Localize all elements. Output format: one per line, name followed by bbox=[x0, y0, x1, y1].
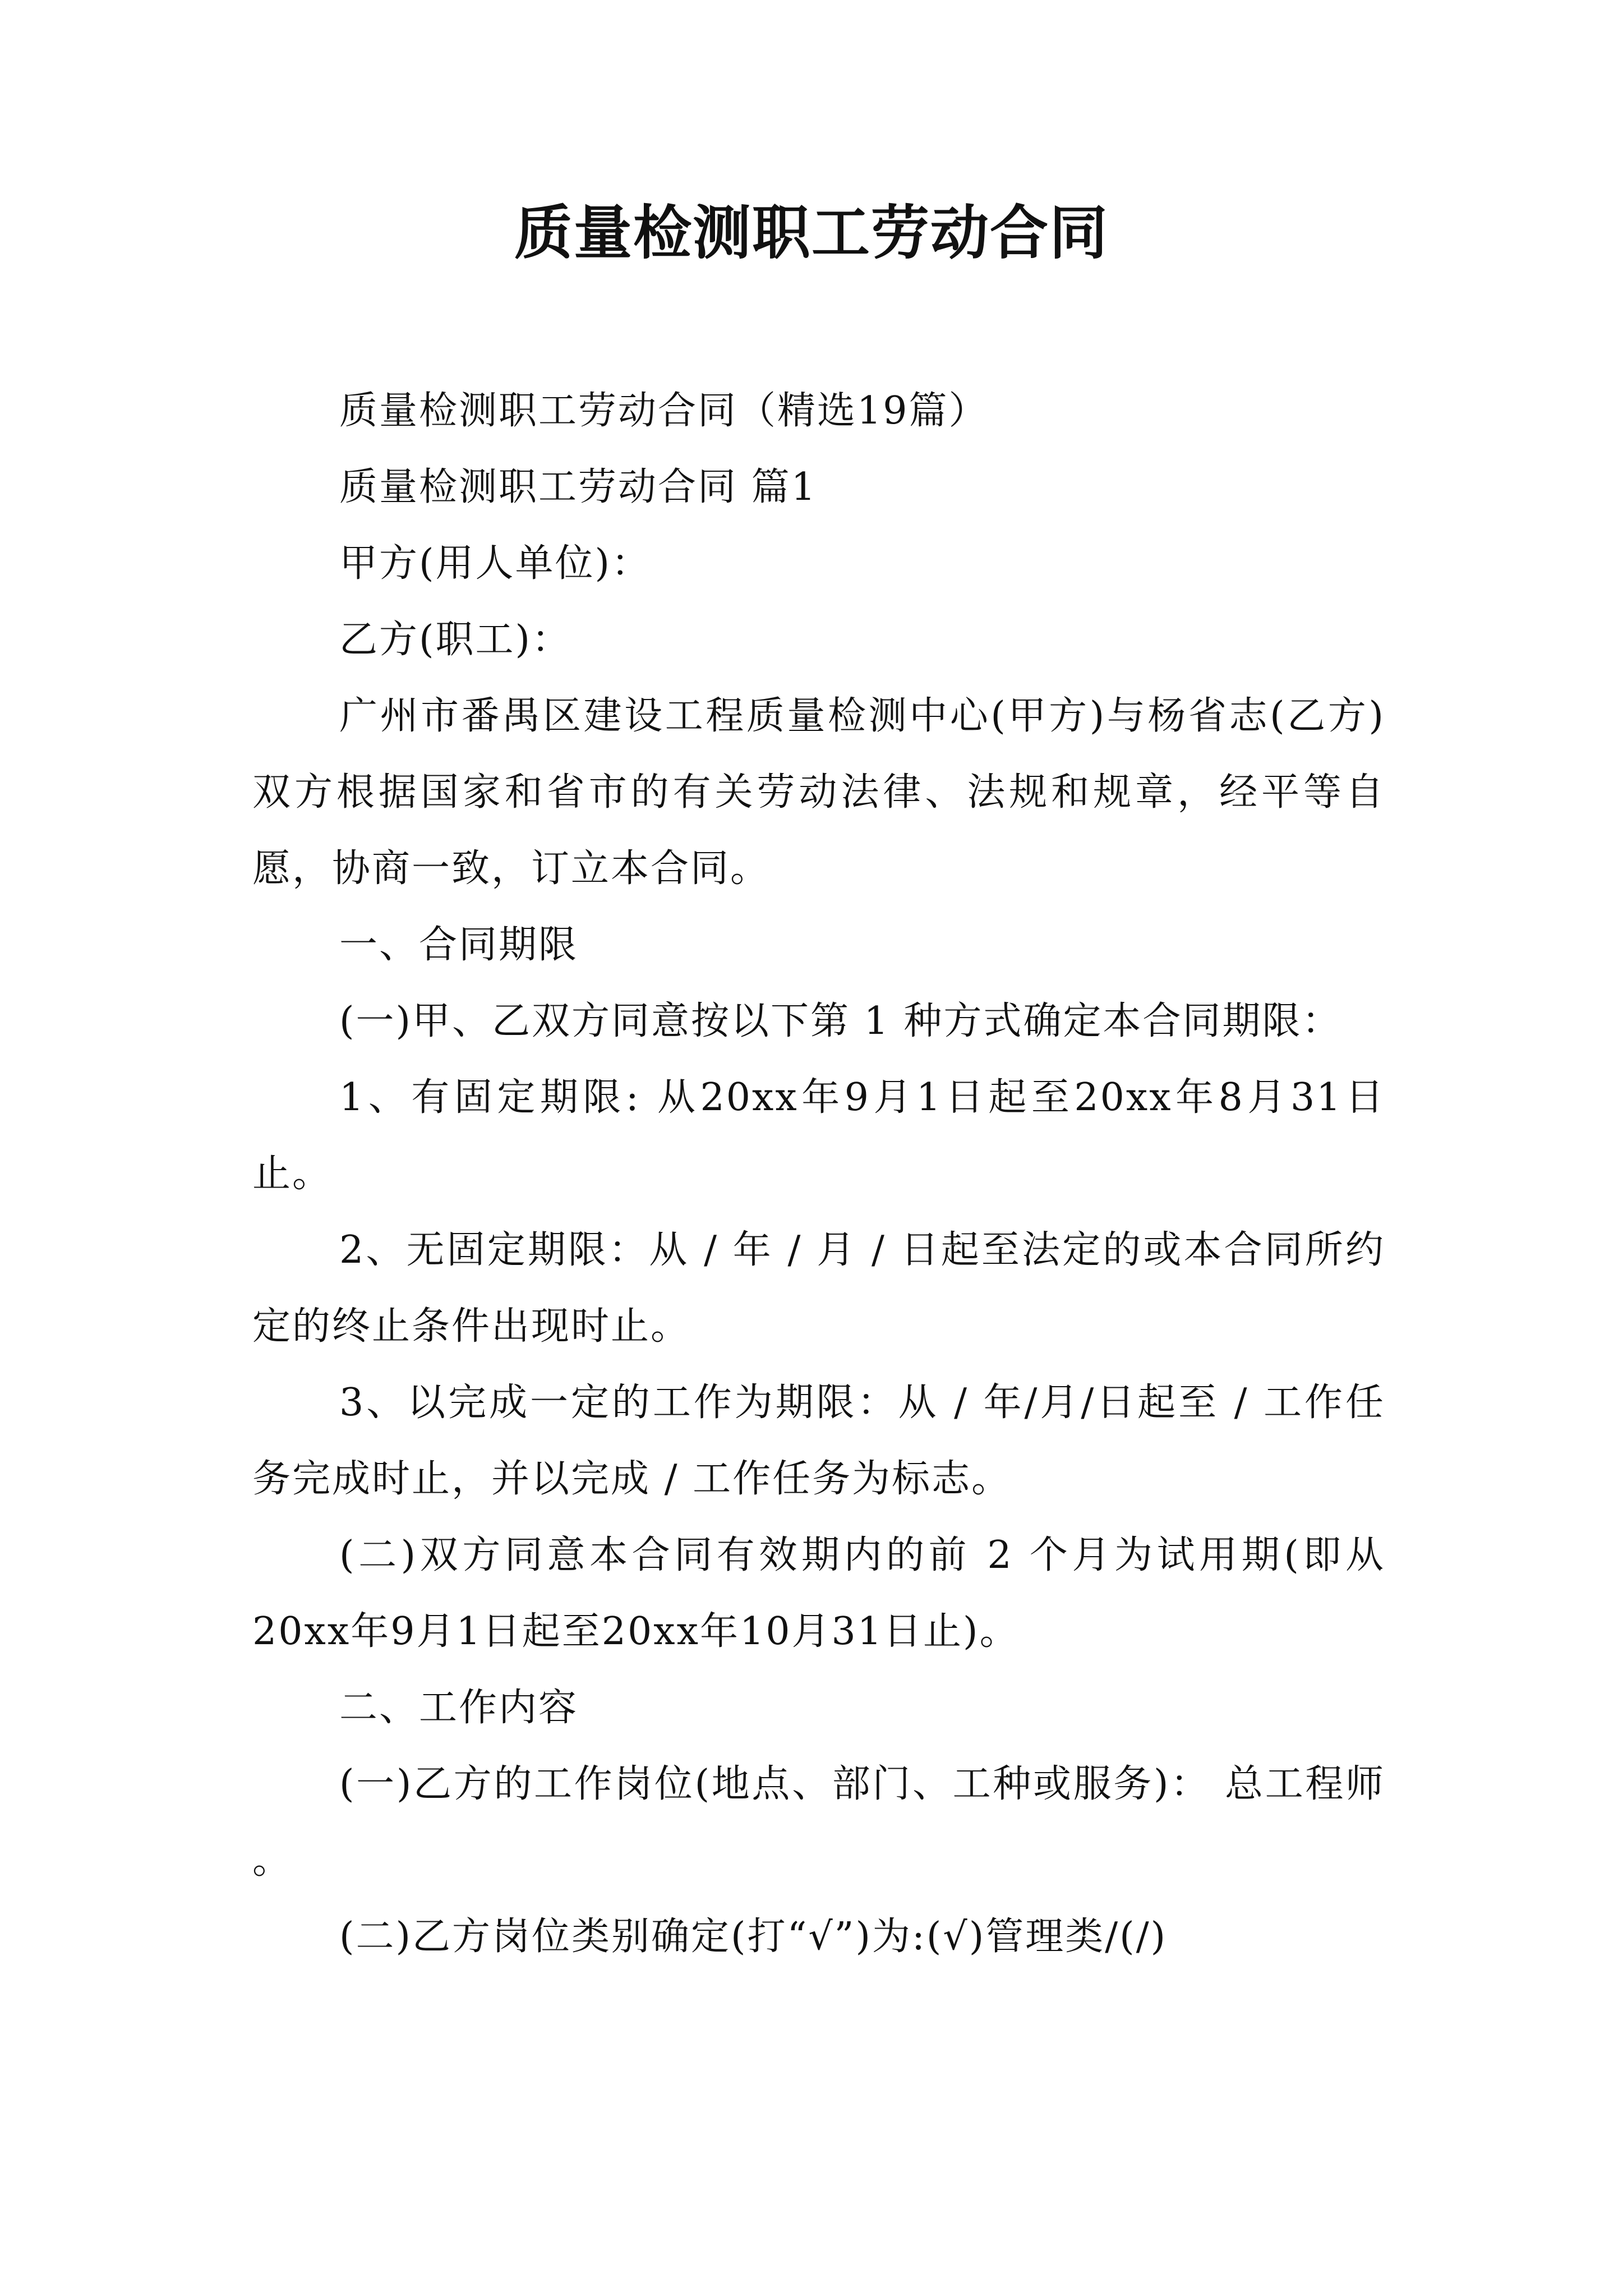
document-title: 质量检测职工劳动合同 bbox=[514, 198, 1109, 267]
paragraph-party-b: 乙方(职工)： bbox=[339, 618, 572, 662]
paragraph-probation: (二)双方同意本合同有效期内的前 2 个月为试用期(即从20xx年9月1日起至20xx年10月31日止)。 bbox=[252, 1533, 1385, 1654]
paragraph-job-category: (二)乙方岗位类别确定(打“√”)为:(√)管理类/(/) bbox=[339, 1915, 1168, 1959]
paragraph-contract-term-heading: 一、合同期限 bbox=[339, 923, 579, 967]
paragraph-job-position: (一)乙方的工作岗位(地点、部门、工种或服务)： 总工程师 。 bbox=[252, 1762, 1385, 1883]
paragraph-work-content-heading: 二、工作内容 bbox=[339, 1686, 579, 1730]
paragraph-task-term: 3、以完成一定的工作为期限：从 / 年/月/日起至 / 工作任务完成时止，并以完成 / 工作任务为标志。 bbox=[252, 1381, 1385, 1501]
document-body bbox=[252, 373, 1385, 1975]
paragraph-intro: 广州市番禺区建设工程质量检测中心(甲方)与杨省志(乙方)双方根据国家和省市的有关劳动法律、法规和规章，经平等自愿，协商一致，订立本合同。 bbox=[252, 694, 1385, 891]
paragraph-party-a: 甲方(用人单位)： bbox=[339, 541, 652, 586]
paragraph-open-term: 2、无固定期限：从 / 年 / 月 / 日起至法定的或本合同所约定的终止条件出现时止。 bbox=[252, 1228, 1385, 1349]
paragraph-fixed-term: 1、有固定期限: 从20xx年9月1日起至20xx年8月31日止。 bbox=[252, 1075, 1385, 1196]
paragraph-subtitle: 质量检测职工劳动合同（精选19篇） bbox=[339, 389, 989, 433]
paragraph-section-heading: 质量检测职工劳动合同 篇1 bbox=[339, 465, 817, 509]
paragraph-term-method: (一)甲、乙双方同意按以下第 1 种方式确定本合同期限： bbox=[339, 999, 1342, 1043]
